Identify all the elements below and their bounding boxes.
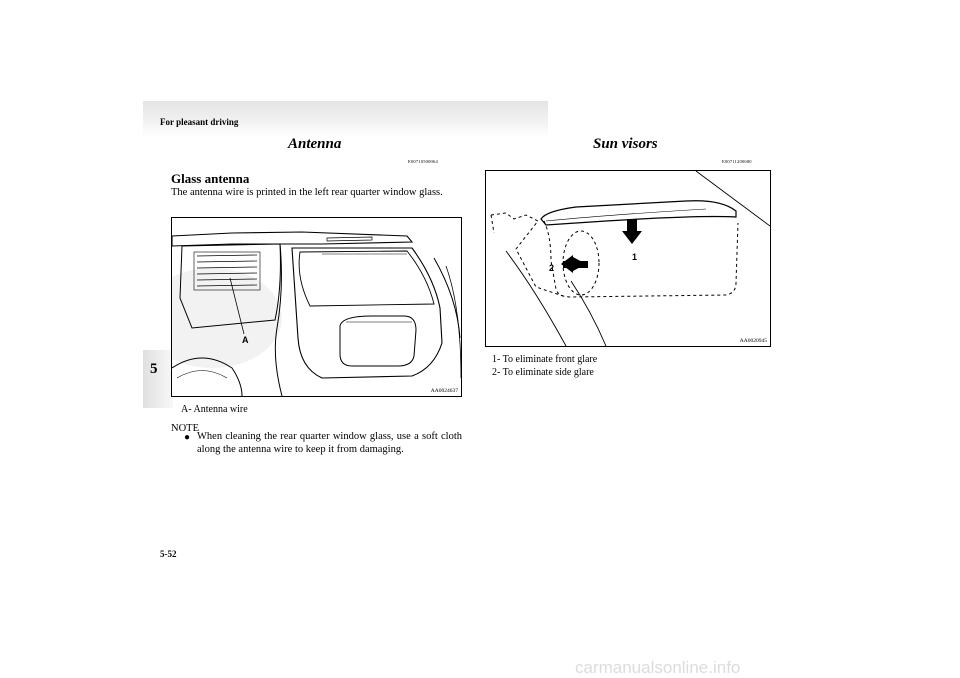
antenna-description: The antenna wire is printed in the left rear quarter window glass. (171, 187, 443, 198)
antenna-code: E00710500064 (408, 159, 438, 164)
antenna-title: Antenna (288, 136, 342, 152)
callout-a: A (242, 335, 249, 345)
callout-2: 2 (549, 263, 555, 273)
rear-vehicle-illustration (172, 218, 461, 396)
note-label: NOTE (171, 423, 199, 434)
sun-visor-illustration (486, 171, 770, 346)
section-header: For pleasant driving (160, 117, 239, 127)
sun-visor-figure (485, 170, 771, 347)
glass-antenna-heading: Glass antenna (171, 171, 250, 186)
antenna-caption: A- Antenna wire (181, 404, 248, 415)
chapter-number: 5 (150, 361, 158, 377)
page-number: 5-52 (160, 549, 177, 559)
sun-visors-title: Sun visors (593, 136, 658, 152)
chapter-tab (143, 350, 173, 408)
sun-visors-code: E00711200680 (722, 159, 752, 164)
note-bullet: ● (184, 432, 191, 443)
sun-visor-caption-1: 1- To eliminate front glare (492, 354, 598, 365)
antenna-figure-id: AA0024637 (430, 388, 458, 394)
sun-visor-caption-2: 2- To eliminate side glare (492, 367, 594, 378)
watermark: carmanualsonline.info (575, 658, 741, 677)
sun-visor-figure-id: AA0020945 (739, 338, 767, 344)
callout-1: 1 (632, 252, 638, 262)
antenna-figure (171, 217, 462, 397)
note-text: When cleaning the rear quarter window glass, use a soft cloth along the antenna wire to keep it from damaging. (197, 431, 462, 455)
